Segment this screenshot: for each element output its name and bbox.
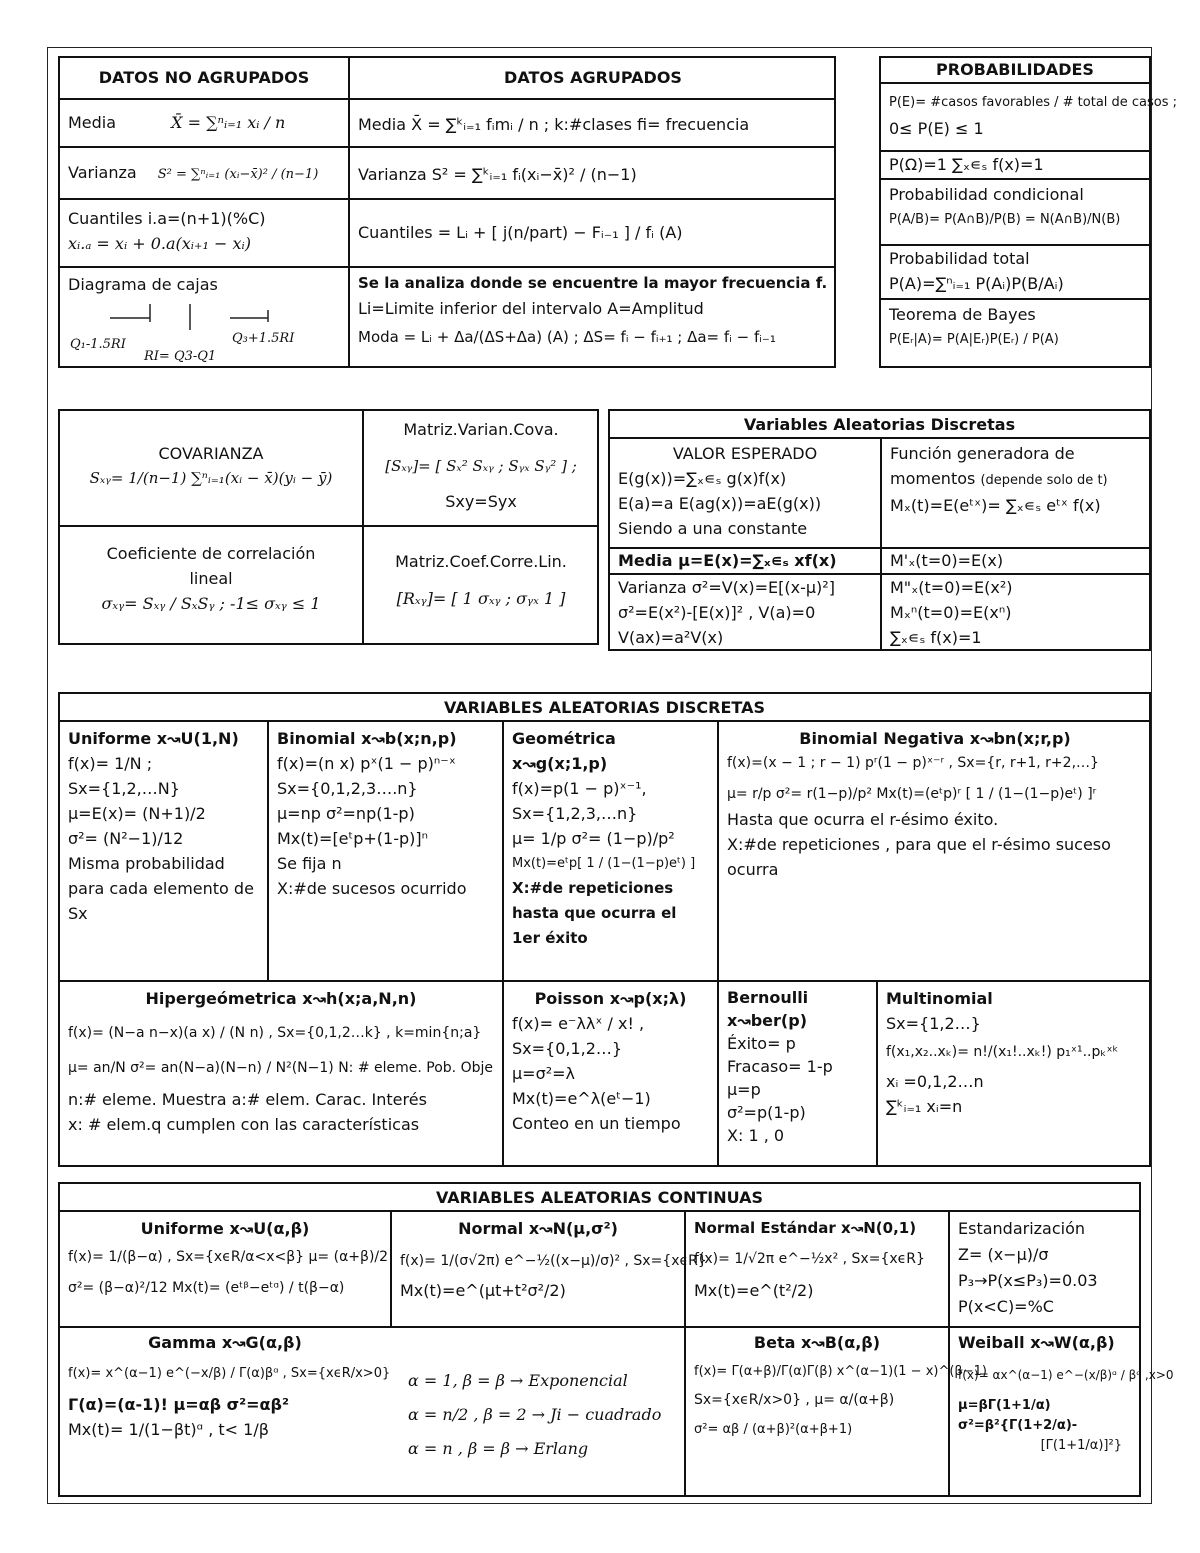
binomial: Binomial x↝b(x;n,p) f(x)=(n x) pˣ(1 − p)ⁿ⁻ˣ Sx={0,1,2,3….n} μ=np σ²=np(1-p) Mx(t)=[eᵗp+(1-p)]ⁿ Se fija n X:#de sucesos ocurrido	[277, 729, 467, 898]
agrupados-varianza: Varianza S² = ∑ᵏᵢ₌₁ fᵢ(xᵢ−x̄)² / (n−1)	[358, 165, 637, 184]
gamma-casos: α = 1, β = β → Exponencial α = n/2 , β = 2 → Ji − cuadrado α = n , β = β → Erlang	[408, 1371, 662, 1458]
prob-total: Probabilidad total P(A)=∑ⁿᵢ₌₁ P(Aᵢ)P(B/Aᵢ)	[889, 249, 1064, 293]
agrupados-media: Media X̄ = ∑ᵏᵢ₌₁ fᵢmᵢ / n ; k:#clases fi= frecuencia	[358, 115, 750, 134]
vad-momentos: M"ₓ(t=0)=E(x²) Mₓⁿ(t=0)=E(xⁿ) ∑ₓ∊ₛ f(x)=1	[890, 578, 1013, 647]
probabilidades-title: PROBABILIDADES	[881, 58, 1149, 84]
geometrica: Geométrica x↝g(x;1,p) f(x)=p(1 − p)ˣ⁻¹, Sx={1,2,3,…n} μ= 1/p σ²= (1−p)/p² Mx(t)=eᵗp[ 1 / (1−(1−p)eᵗ) ] X:#de repeticiones hasta que ocurra el 1er éxito	[512, 729, 696, 947]
prob-condicional: Probabilidad condicional P(A/B)= P(A∩B)/P(B) = N(A∩B)/N(B)	[889, 185, 1121, 227]
funcion-generadora: Función generadora de momentos (depende solo de t) Mₓ(t)=E(eᵗˣ)= ∑ₓ∊ₛ eᵗˣ f(x)	[890, 444, 1108, 515]
binomial-negativa: Binomial Negativa x↝bn(x;r,p) f(x)=(x − 1 ; r − 1) pʳ(1 − p)ˣ⁻ʳ , Sx={r, r+1, r+2,…} μ= r/p σ²= r(1−p)/p² Mx(t)=(eᵗp)ʳ [ 1 / (1−(1−p)eᵗ) ]ʳ Hasta que ocurra el r-ésimo éxito. X:#de repeticiones , para que el r-ésimo suceso ocurra	[727, 729, 1111, 879]
normal: Normal x↝N(μ,σ²) f(x)= 1/(σ√2π) e^−½((x−μ)/σ)² , Sx={xϵR} Mx(t)=e^(μt+t²σ²/2)	[400, 1219, 707, 1300]
prob-pe: P(E)= #casos favorables / # total de casos ; 0≤ P(E) ≤ 1	[889, 95, 1178, 138]
covarianza-cell: COVARIANZA Sₓᵧ= 1/(n−1) ∑ⁿᵢ₌₁(xᵢ − x̄)(yᵢ − ȳ)	[89, 444, 333, 487]
discretas-table	[58, 692, 1151, 1167]
vad-varianza: Varianza σ²=V(x)=E[(x-μ)²] σ²=E(x²)-[E(x)]² , V(a)=0 V(ax)=a²V(x)	[618, 578, 835, 647]
agrupados-cuantiles: Cuantiles = Lᵢ + [ j(n/part) − Fᵢ₋₁ ] / fᵢ (A)	[358, 223, 683, 242]
bernoulli: Bernoulli x↝ber(p) Éxito= p Fracaso= 1-p μ=p σ²=p(1-p) X: 1 , 0	[727, 988, 833, 1145]
no-agrupados-title: DATOS NO AGRUPADOS	[98, 68, 310, 87]
estandarizacion: Estandarización Z= (x−μ)/σ P₃→P(x≤P₃)=0.03 P(x<C)=%C	[958, 1219, 1098, 1316]
poisson: Poisson x↝p(x;λ) f(x)= e⁻λλˣ / x! , Sx={0,1,2…} μ=σ²=λ Mx(t)=e^λ(eᵗ−1) Conteo en un tiempo	[512, 989, 687, 1133]
no-agrupados-media: Media X̄ = ∑ⁿᵢ₌₁ xᵢ / n	[68, 113, 286, 132]
agrupados-title: DATOS AGRUPADOS	[504, 68, 682, 87]
matriz-varianza: Matriz.Varian.Cova. [Sₓᵧ]= [ Sₓ² Sₓᵧ ; Sᵧₓ Sᵧ² ] ; Sxy=Syx	[385, 420, 577, 511]
uniforme-continua: Uniforme x↝U(α,β) f(x)= 1/(β−α) , Sx={xϵR/α<x<β} μ= (α+β)/2 σ²= (β−α)²/12 Mx(t)= (eᵗᵝ−eᵗᵅ) / t(β−α)	[68, 1219, 389, 1296]
normal-estandar: Normal Estándar x↝N(0,1) f(x)= 1/√2π e^−½x² , Sx={xϵR} Mx(t)=e^(t²/2)	[694, 1219, 925, 1300]
vad-mprima: M'ₓ(t=0)=E(x)	[890, 551, 1004, 570]
vad-media: Media μ=E(x)=∑ₓ∊ₛ xf(x)	[618, 551, 837, 570]
multinomial: Multinomial Sx={1,2…} f(x₁,x₂..xₖ)= n!/(x₁!..xₖ!) p₁ˣ¹..pₖˣᵏ xᵢ =0,1,2…n ∑ᵏᵢ₌₁ xᵢ=n	[886, 989, 1119, 1116]
beta: Beta x↝B(α,β) f(x)= Γ(α+β)/Γ(α)Γ(β) x^(α−1)(1 − x)^(β−1) Sx={xϵR/x>0} , μ= α/(α+β) σ²= αβ / (α+β)²(α+β+1)	[694, 1333, 987, 1437]
no-agrupados-cuantiles: Cuantiles i.a=(n+1)(%C) xᵢ.ₐ = xᵢ + 0.a(xᵢ₊₁ − xᵢ)	[68, 209, 266, 253]
weibull: Weiball x↝W(α,β) f(x)= αx^(α−1) e^−(x/β)ᵅ / βᵅ ,x>0 μ=βΓ(1+1/α) σ²=β²{Γ(1+2/α)- [Γ(1+1/α)]²}	[958, 1333, 1174, 1453]
gamma: Gamma x↝G(α,β) f(x)= x^(α−1) e^(−x/β) / Γ(α)βᵅ , Sx={xϵR/x>0} Γ(α)=(α-1)! μ=αβ σ²=αβ² Mx(t)= 1/(1−βt)ᵅ , t< 1/β	[68, 1333, 391, 1439]
vad-title: Variables Aleatorias Discretas	[610, 411, 1149, 439]
coeficiente-correlacion: Coeficiente de correlación lineal σₓᵧ= Sₓᵧ / SₓSᵧ ; -1≤ σₓᵧ ≤ 1	[101, 544, 321, 613]
agrupados-moda: Se la analiza donde se encuentre la mayor frecuencia f. Li=Limite inferior del intervalo A=Amplitud Moda = Lᵢ + Δa/(ΔS+Δa) (A) ; ΔS= fᵢ − fᵢ₊₁ ; Δa= fᵢ − fᵢ₋₁	[358, 274, 828, 346]
no-agrupados-varianza: Varianza S² = ∑ⁿᵢ₌₁ (xᵢ−x̄)² / (n−1)	[68, 163, 319, 182]
discretas-title: VARIABLES ALEATORIAS DISCRETAS	[60, 694, 1149, 722]
covarianza-table	[58, 409, 599, 645]
probabilidades-table	[879, 56, 1178, 368]
hipergeometrica: Hipergeómetrica x↝h(x;a,N,n) f(x)= (N−a n−x)(a x) / (N n) , Sx={0,1,2…k} , k=min{n;a} μ= an/N σ²= an(N−a)(N−n) / N²(N−1) N: # eleme. Pob. Obje n:# eleme. Muestra a:# elem. Carac. Interés x: # elem.q cumplen con las características	[68, 989, 493, 1134]
diagrama-cajas: Diagrama de cajas Q₁-1.5RI RI= Q3-Q1 Q₃+1.5RI	[60, 268, 348, 368]
matriz-correlacion: Matriz.Coef.Corre.Lin. [Rₓᵧ]= [ 1 σₓᵧ ; σᵧₓ 1 ]	[395, 552, 567, 608]
continuas-title: VARIABLES ALEATORIAS CONTINUAS	[60, 1184, 1139, 1212]
boxplot-icon	[100, 300, 340, 340]
datos-table	[58, 56, 836, 368]
prob-omega: P(Ω)=1 ∑ₓ∊ₛ f(x)=1	[889, 155, 1044, 174]
uniforme-discreta: Uniforme x↝U(1,N) f(x)= 1/N ; Sx={1,2,…N} μ=E(x)= (N+1)/2 σ²= (N²−1)/12 Misma probabilidad para cada elemento de Sx	[68, 729, 254, 923]
prob-bayes: Teorema de Bayes P(Eᵣ|A)= P(A|Eᵣ)P(Eᵣ) / P(A)	[889, 305, 1059, 347]
valor-esperado: VALOR ESPERADO E(g(x))=∑ₓ∊ₛ g(x)f(x) E(a)=a E(ag(x))=aE(g(x)) Siendo a una constante	[618, 444, 822, 538]
continuas-table	[58, 1182, 1174, 1497]
vad-table	[608, 409, 1151, 651]
